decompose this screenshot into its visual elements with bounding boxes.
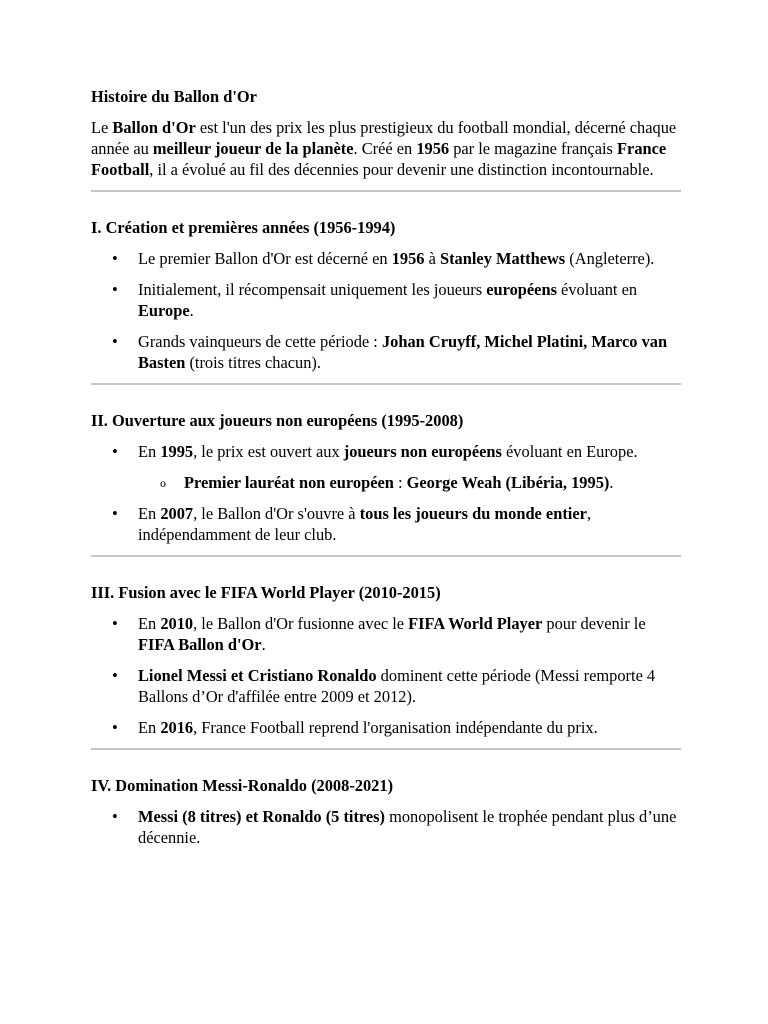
section-heading: II. Ouverture aux joueurs non européens (1995-2008) — [91, 411, 464, 430]
bold-text: 2007 — [160, 504, 194, 523]
list-item — [91, 503, 681, 545]
bold-text: 1956 — [416, 139, 450, 158]
list-item — [91, 613, 681, 655]
text-run: En — [138, 718, 161, 737]
list-item — [91, 717, 681, 738]
text-run: En — [138, 614, 161, 633]
list-item — [91, 441, 681, 493]
text-run: . Créé en — [353, 139, 417, 158]
list-item — [91, 806, 681, 848]
text-run: , indépendamment de leur club. — [138, 504, 591, 544]
bullet-icon: • — [112, 807, 118, 826]
text-run: Grands vainqueurs de cette période : — [138, 332, 382, 351]
bullet-list — [91, 441, 681, 545]
list-item — [91, 279, 681, 321]
list-item-text — [138, 614, 646, 654]
bold-text: FIFA Ballon d'Or — [138, 635, 262, 654]
bullet-list — [91, 806, 681, 848]
section — [91, 582, 681, 738]
bold-text: FIFA World Player — [408, 614, 543, 633]
section-heading: III. Fusion avec le FIFA World Player (2010-2015) — [91, 583, 441, 602]
section — [91, 217, 681, 373]
bullet-icon: • — [112, 442, 118, 461]
document-body — [91, 86, 681, 848]
bold-text: européens — [486, 280, 557, 299]
bullet-list — [91, 613, 681, 738]
bullet-icon: • — [112, 666, 118, 685]
document-title: Histoire du Ballon d'Or — [91, 87, 257, 106]
bold-text: George Weah (Libéria, 1995) — [406, 473, 610, 492]
text-run: . — [189, 301, 194, 320]
section — [91, 775, 681, 848]
sections-container — [91, 190, 681, 848]
text-run: Le — [91, 118, 113, 137]
sub-list — [138, 472, 681, 493]
text-run: , le Ballon d'Or fusionne avec le — [193, 614, 409, 633]
text-run: évoluant en — [556, 280, 638, 299]
bold-text: 1995 — [160, 442, 194, 461]
section-divider — [91, 190, 681, 192]
bold-text: 2010 — [160, 614, 194, 633]
list-item-text — [138, 718, 598, 737]
list-item-text — [138, 249, 654, 268]
section-heading: IV. Domination Messi-Ronaldo (2008-2021) — [91, 776, 394, 795]
intro-paragraph — [91, 117, 681, 180]
text-run: (Angleterre). — [565, 249, 655, 268]
text-run: par le magazine français — [449, 139, 618, 158]
list-item — [91, 248, 681, 269]
section — [91, 410, 681, 545]
text-run: , il a évolué au fil des décennies pour devenir une distinction incontournable. — [149, 160, 654, 179]
section-heading: I. Création et premières années (1956-1994) — [91, 218, 396, 237]
text-run: évoluant en Europe. — [501, 442, 638, 461]
list-item-text — [138, 280, 637, 320]
section-divider — [91, 555, 681, 557]
text-run: à — [424, 249, 440, 268]
bold-text: Ballon d'Or — [112, 118, 196, 137]
bullet-icon: • — [112, 249, 118, 268]
list-item-text — [138, 332, 667, 372]
bullet-icon: • — [112, 332, 118, 351]
text-run: , France Football reprend l'organisation indépendante du prix. — [193, 718, 598, 737]
bullet-icon: • — [112, 718, 118, 737]
list-item-text — [138, 504, 591, 544]
bold-text: Lionel Messi et Cristiano Ronaldo — [138, 666, 377, 685]
list-item-text — [138, 442, 638, 461]
text-run: Initialement, il récompensait uniquement les joueurs — [138, 280, 487, 299]
text-run: , le prix est ouvert aux — [193, 442, 344, 461]
bold-text: Johan Cruyff, Michel Platini, Marco van Basten — [138, 332, 668, 372]
list-item — [91, 331, 681, 373]
text-run: . — [261, 635, 266, 654]
text-run: En — [138, 504, 161, 523]
text-run: . — [609, 473, 614, 492]
bold-text: Stanley Matthews — [439, 249, 566, 268]
text-run: Le premier Ballon d'Or est décerné en — [138, 249, 392, 268]
bullet-list — [91, 248, 681, 373]
sub-list-item — [138, 472, 681, 493]
text-run: : — [393, 473, 407, 492]
bold-text: Europe — [138, 301, 190, 320]
text-run: monopolisent le trophée pendant plus d’une décennie. — [138, 807, 677, 847]
text-run: est l'un des prix les plus prestigieux du football mondial, décerné chaque année au — [91, 118, 677, 158]
bold-text: tous les joueurs du monde entier — [359, 504, 587, 523]
text-run: dominent cette période (Messi remporte 4 Ballons d’Or d'affilée entre 2009 et 2012). — [138, 666, 656, 706]
bullet-icon: • — [112, 614, 118, 633]
bold-text: meilleur joueur de la planète — [152, 139, 354, 158]
section-divider — [91, 383, 681, 385]
bold-text: Premier lauréat non européen — [184, 473, 394, 492]
bullet-icon: • — [112, 504, 118, 523]
bold-text: joueurs non européens — [343, 442, 502, 461]
text-run: En — [138, 442, 161, 461]
text-run: , le Ballon d'Or s'ouvre à — [193, 504, 360, 523]
section-divider — [91, 748, 681, 750]
list-item-text — [138, 666, 655, 706]
bullet-icon: • — [112, 280, 118, 299]
bold-text: France Football — [91, 139, 667, 179]
bold-text: 1956 — [391, 249, 425, 268]
text-run: (trois titres chacun). — [185, 353, 321, 372]
bold-text: Messi (8 titres) et Ronaldo (5 titres) — [138, 807, 386, 826]
text-run: pour devenir le — [542, 614, 646, 633]
sub-list-item-text — [184, 473, 613, 492]
circle-bullet-icon: o — [160, 476, 166, 490]
list-item — [91, 665, 681, 707]
bold-text: 2016 — [160, 718, 194, 737]
list-item-text — [138, 807, 676, 847]
